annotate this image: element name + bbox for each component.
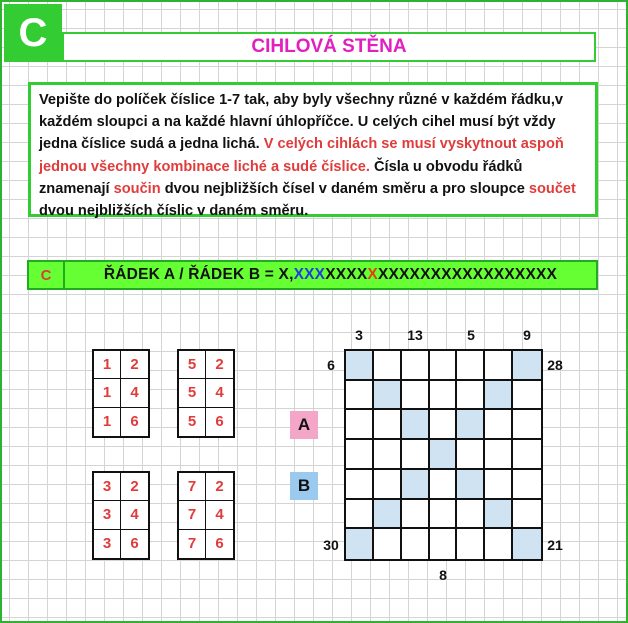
brick-digit: 2: [121, 473, 148, 501]
grid-cell[interactable]: [374, 351, 402, 381]
brick-digit: 5: [179, 408, 206, 436]
grid-cell[interactable]: [513, 440, 541, 470]
puzzle-title: CIHLOVÁ STĚNA: [62, 32, 596, 62]
row-clue-right: 28: [547, 357, 563, 373]
grid-cell[interactable]: [374, 470, 402, 500]
grid-cell[interactable]: [485, 470, 513, 500]
grid-cell[interactable]: [402, 470, 430, 500]
grid-cell[interactable]: [430, 351, 458, 381]
instruction-text: Čísla u obvodu řádků znamenají: [39, 158, 523, 197]
grid-cell[interactable]: [457, 529, 485, 559]
grid-cell[interactable]: [374, 440, 402, 470]
puzzle-grid[interactable]: [344, 349, 543, 561]
formula-blue-digits: XXX: [293, 266, 326, 283]
grid-cell[interactable]: [485, 440, 513, 470]
brick-digit: 4: [121, 501, 148, 529]
row-clue-left: 30: [323, 537, 339, 553]
grid-cell[interactable]: [374, 529, 402, 559]
brick-digit: 5: [179, 351, 206, 379]
grid-cell[interactable]: [485, 410, 513, 440]
row-clue-right: 21: [547, 537, 563, 553]
column-clue: 13: [407, 327, 423, 343]
brick-digit: 4: [206, 379, 233, 407]
grid-cell[interactable]: [346, 440, 374, 470]
formula-digits: XXXX: [325, 266, 368, 283]
grid-cell[interactable]: [513, 529, 541, 559]
brick-digit: 7: [179, 473, 206, 501]
answer-formula-bar: [27, 260, 598, 290]
formula-label: C: [29, 262, 65, 288]
grid-cell[interactable]: [346, 410, 374, 440]
grid-cell[interactable]: [485, 351, 513, 381]
grid-cell[interactable]: [513, 410, 541, 440]
brick-digit: 1: [94, 379, 121, 407]
row-label-a: A: [290, 411, 318, 439]
brick-digit: 3: [94, 473, 121, 501]
brick-digit: 7: [179, 501, 206, 529]
brick-example-3: [92, 471, 150, 560]
grid-cell[interactable]: [374, 410, 402, 440]
brick-digit: 6: [130, 535, 139, 553]
grid-cell[interactable]: [346, 470, 374, 500]
grid-cell[interactable]: [346, 381, 374, 411]
brick-digit: 7: [179, 530, 206, 558]
grid-cell[interactable]: [346, 500, 374, 530]
instruction-red-text: součet: [528, 180, 576, 197]
instruction-text: Vepište do políček číslice 1-7 tak, aby byly všechny různé v každém řádku,v každém sloupci a na každé hlavní úhlopříčce. U celých cihel musí být vždy jedna číslice sudá a jedna lichá.: [39, 92, 563, 153]
instruction-text: dvou nejbližších číslic v daném směru.: [39, 203, 309, 220]
puzzle-letter-badge: C: [4, 4, 62, 62]
grid-cell[interactable]: [402, 440, 430, 470]
instruction-red-text: V celých cihlách se musí vyskytnout aspoň jednou všechny kombinace liché a sudé číslice.: [39, 136, 564, 175]
formula-digits: XXXXXXXXXXXXXXXXX: [377, 266, 558, 283]
brick-example-2: [177, 349, 235, 438]
grid-cell[interactable]: [430, 470, 458, 500]
grid-cell[interactable]: [457, 470, 485, 500]
column-clue: 9: [523, 327, 531, 343]
grid-cell[interactable]: [485, 381, 513, 411]
brick-digit: 4: [206, 501, 233, 529]
brick-digit: 6: [215, 535, 224, 553]
brick-digit: 2: [121, 351, 148, 379]
grid-cell[interactable]: [513, 470, 541, 500]
brick-example-1: [92, 349, 150, 438]
brick-digit: 5: [179, 379, 206, 407]
row-clue-left: 6: [327, 357, 335, 373]
brick-digit: 2: [206, 473, 233, 501]
grid-cell[interactable]: [457, 440, 485, 470]
grid-cell[interactable]: [402, 410, 430, 440]
column-clue-bottom: 8: [439, 567, 447, 583]
grid-cell[interactable]: [485, 529, 513, 559]
grid-cell[interactable]: [513, 351, 541, 381]
grid-cell[interactable]: [430, 440, 458, 470]
grid-cell[interactable]: [457, 381, 485, 411]
row-label-b: B: [290, 472, 318, 500]
brick-digit: 6: [130, 413, 139, 431]
column-clue: 5: [467, 327, 475, 343]
grid-cell[interactable]: [402, 351, 430, 381]
grid-cell[interactable]: [402, 500, 430, 530]
grid-cell[interactable]: [457, 410, 485, 440]
brick-digit: 4: [121, 379, 148, 407]
formula-orange-digit: X: [367, 266, 378, 283]
grid-cell[interactable]: [430, 529, 458, 559]
grid-cell[interactable]: [430, 500, 458, 530]
grid-cell[interactable]: [457, 500, 485, 530]
grid-cell[interactable]: [346, 529, 374, 559]
instructions-box: [28, 82, 598, 220]
brick-digit: 1: [94, 408, 121, 436]
brick-digit: 1: [94, 351, 121, 379]
brick-digit: 6: [215, 413, 224, 431]
grid-cell[interactable]: [485, 500, 513, 530]
grid-cell[interactable]: [430, 410, 458, 440]
grid-cell[interactable]: [513, 381, 541, 411]
grid-cell[interactable]: [457, 351, 485, 381]
formula-prefix: ŘÁDEK A / ŘÁDEK B = X,: [103, 266, 294, 283]
grid-cell[interactable]: [402, 381, 430, 411]
brick-digit: 3: [94, 501, 121, 529]
grid-cell[interactable]: [402, 529, 430, 559]
grid-cell[interactable]: [513, 500, 541, 530]
brick-digit: 3: [94, 530, 121, 558]
grid-cell[interactable]: [430, 381, 458, 411]
grid-cell[interactable]: [346, 351, 374, 381]
instruction-text: dvou nejbližších čísel v daném směru a pro sloupce: [164, 180, 525, 197]
instruction-red-text: součin: [113, 180, 161, 197]
grid-cell[interactable]: [374, 381, 402, 411]
brick-example-4: [177, 471, 235, 560]
grid-cell[interactable]: [374, 500, 402, 530]
column-clue: 3: [355, 327, 363, 343]
brick-digit: 2: [206, 351, 233, 379]
formula-text: [65, 262, 596, 288]
